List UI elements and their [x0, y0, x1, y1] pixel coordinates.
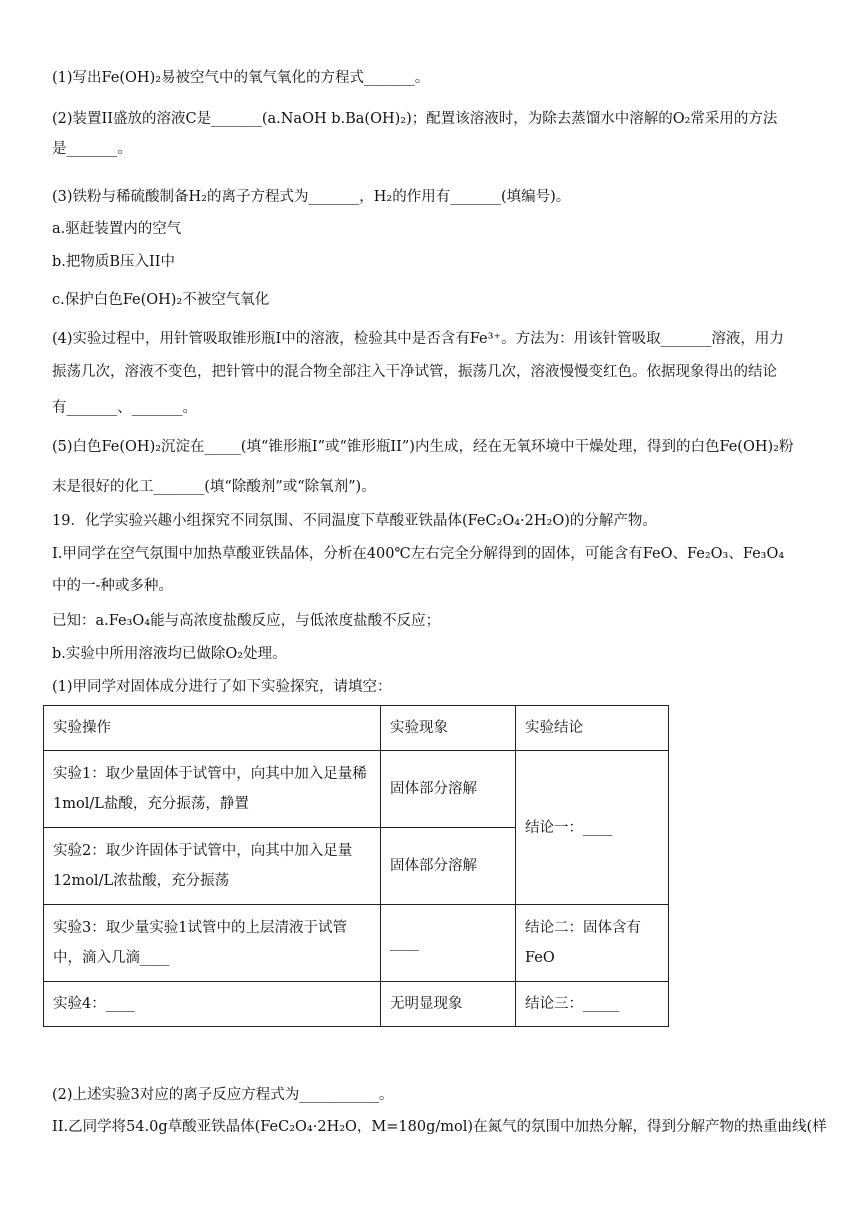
exp1-operation: 实验1：取少量固体于试管中，向其中加入足量稀1mol/L盐酸，充分振荡，静置: [44, 751, 381, 828]
conclusion-1: 结论一：____: [516, 751, 669, 905]
exp1-phenomenon: 固体部分溶解: [381, 751, 516, 828]
question-1: (1)写出Fe(OH)₂易被空气中的氧气氧化的方程式_______。: [52, 70, 430, 86]
header-conclusion: 实验结论: [516, 706, 669, 751]
sub-question-1: (1)甲同学对固体成分进行了如下实验探究，请填空：: [52, 679, 392, 695]
question-5-line-1: (5)白色Fe(OH)₂沉淀在_____(填“锥形瓶I”或“锥形瓶II”)内生成，经在无氧环境中干燥处理，得到的白色Fe(OH)₂粉: [52, 439, 794, 455]
exp2-operation: 实验2：取少许固体于试管中，向其中加入足量12mol/L浓盐酸，充分振荡: [44, 828, 381, 905]
exp2-phenomenon: 固体部分溶解: [381, 828, 516, 905]
experiment-table: [43, 705, 669, 1027]
known-a: 已知：a.Fe₃O₄能与高浓度盐酸反应，与低浓度盐酸不反应；: [52, 613, 441, 629]
exp4-phenomenon: 无明显现象: [381, 982, 516, 1027]
option-c: c.保护白色Fe(OH)₂不被空气氧化: [52, 292, 270, 308]
conclusion-3: 结论三：_____: [516, 982, 669, 1027]
question-4-line-2: 振荡几次，溶液不变色，把针管中的混合物全部注入干净试管，振荡几次，溶液慢慢变红色。依据现象得出的结论: [52, 364, 777, 380]
part-2-line-1: II.乙同学将54.0g草酸亚铁晶体(FeC₂O₄·2H₂O，M=180g/mol)在氮气的氛围中加热分解，得到分解产物的热重曲线(样: [52, 1119, 827, 1135]
known-b: b.实验中所用溶液均已做除O₂处理。: [52, 646, 287, 662]
part-1-line-1: I.甲同学在空气氛围中加热草酸亚铁晶体，分析在400℃左右完全分解得到的固体，可能含有FeO、Fe₂O₃、Fe₃O₄: [52, 546, 785, 562]
option-b: b.把物质B压入II中: [52, 254, 176, 270]
question-4-line-3: 有_______、_______。: [52, 400, 197, 416]
exp4-operation: 实验4：____: [44, 982, 381, 1027]
question-19-title: 19．化学实验兴趣小组探究不同氛围、不同温度下草酸亚铁晶体(FeC₂O₄·2H₂O)的分解产物。: [52, 513, 657, 529]
sub-question-2: (2)上述实验3对应的离子反应方程式为___________。: [52, 1087, 394, 1103]
exp3-phenomenon: ____: [381, 905, 516, 982]
question-5-line-2: 末是很好的化工_______(填“除酸剂”或“除氧剂”)。: [52, 479, 376, 495]
question-2-line-2: 是_______。: [52, 141, 132, 157]
table-row: [44, 905, 669, 982]
header-phenomenon: 实验现象: [381, 706, 516, 751]
table-header-row: [44, 706, 669, 751]
conclusion-2: 结论二：固体含有FeO: [516, 905, 669, 982]
header-operation: 实验操作: [44, 706, 381, 751]
option-a: a.驱赶装置内的空气: [52, 221, 182, 237]
part-1-line-2: 中的一-种或多种。: [52, 578, 173, 594]
exp3-operation: 实验3：取少量实验1试管中的上层清液于试管中，滴入几滴____: [44, 905, 381, 982]
table-row: [44, 982, 669, 1027]
question-2: [52, 108, 812, 160]
question-3: (3)铁粉与稀硫酸制备H₂的离子方程式为_______，H₂的作用有_______(填编号)。: [52, 189, 571, 205]
question-4-line-1: (4)实验过程中，用针管吸取锥形瓶I中的溶液，检验其中是否含有Fe³⁺。方法为：用该针管吸取_______溶液，用力: [52, 331, 784, 347]
question-2-line-1: (2)装置II盛放的溶液C是_______(a.NaOH b.Ba(OH)₂)；配置该溶液时，为除去蒸馏水中溶解的O₂常采用的方法: [52, 111, 778, 127]
table-row: [44, 751, 669, 828]
